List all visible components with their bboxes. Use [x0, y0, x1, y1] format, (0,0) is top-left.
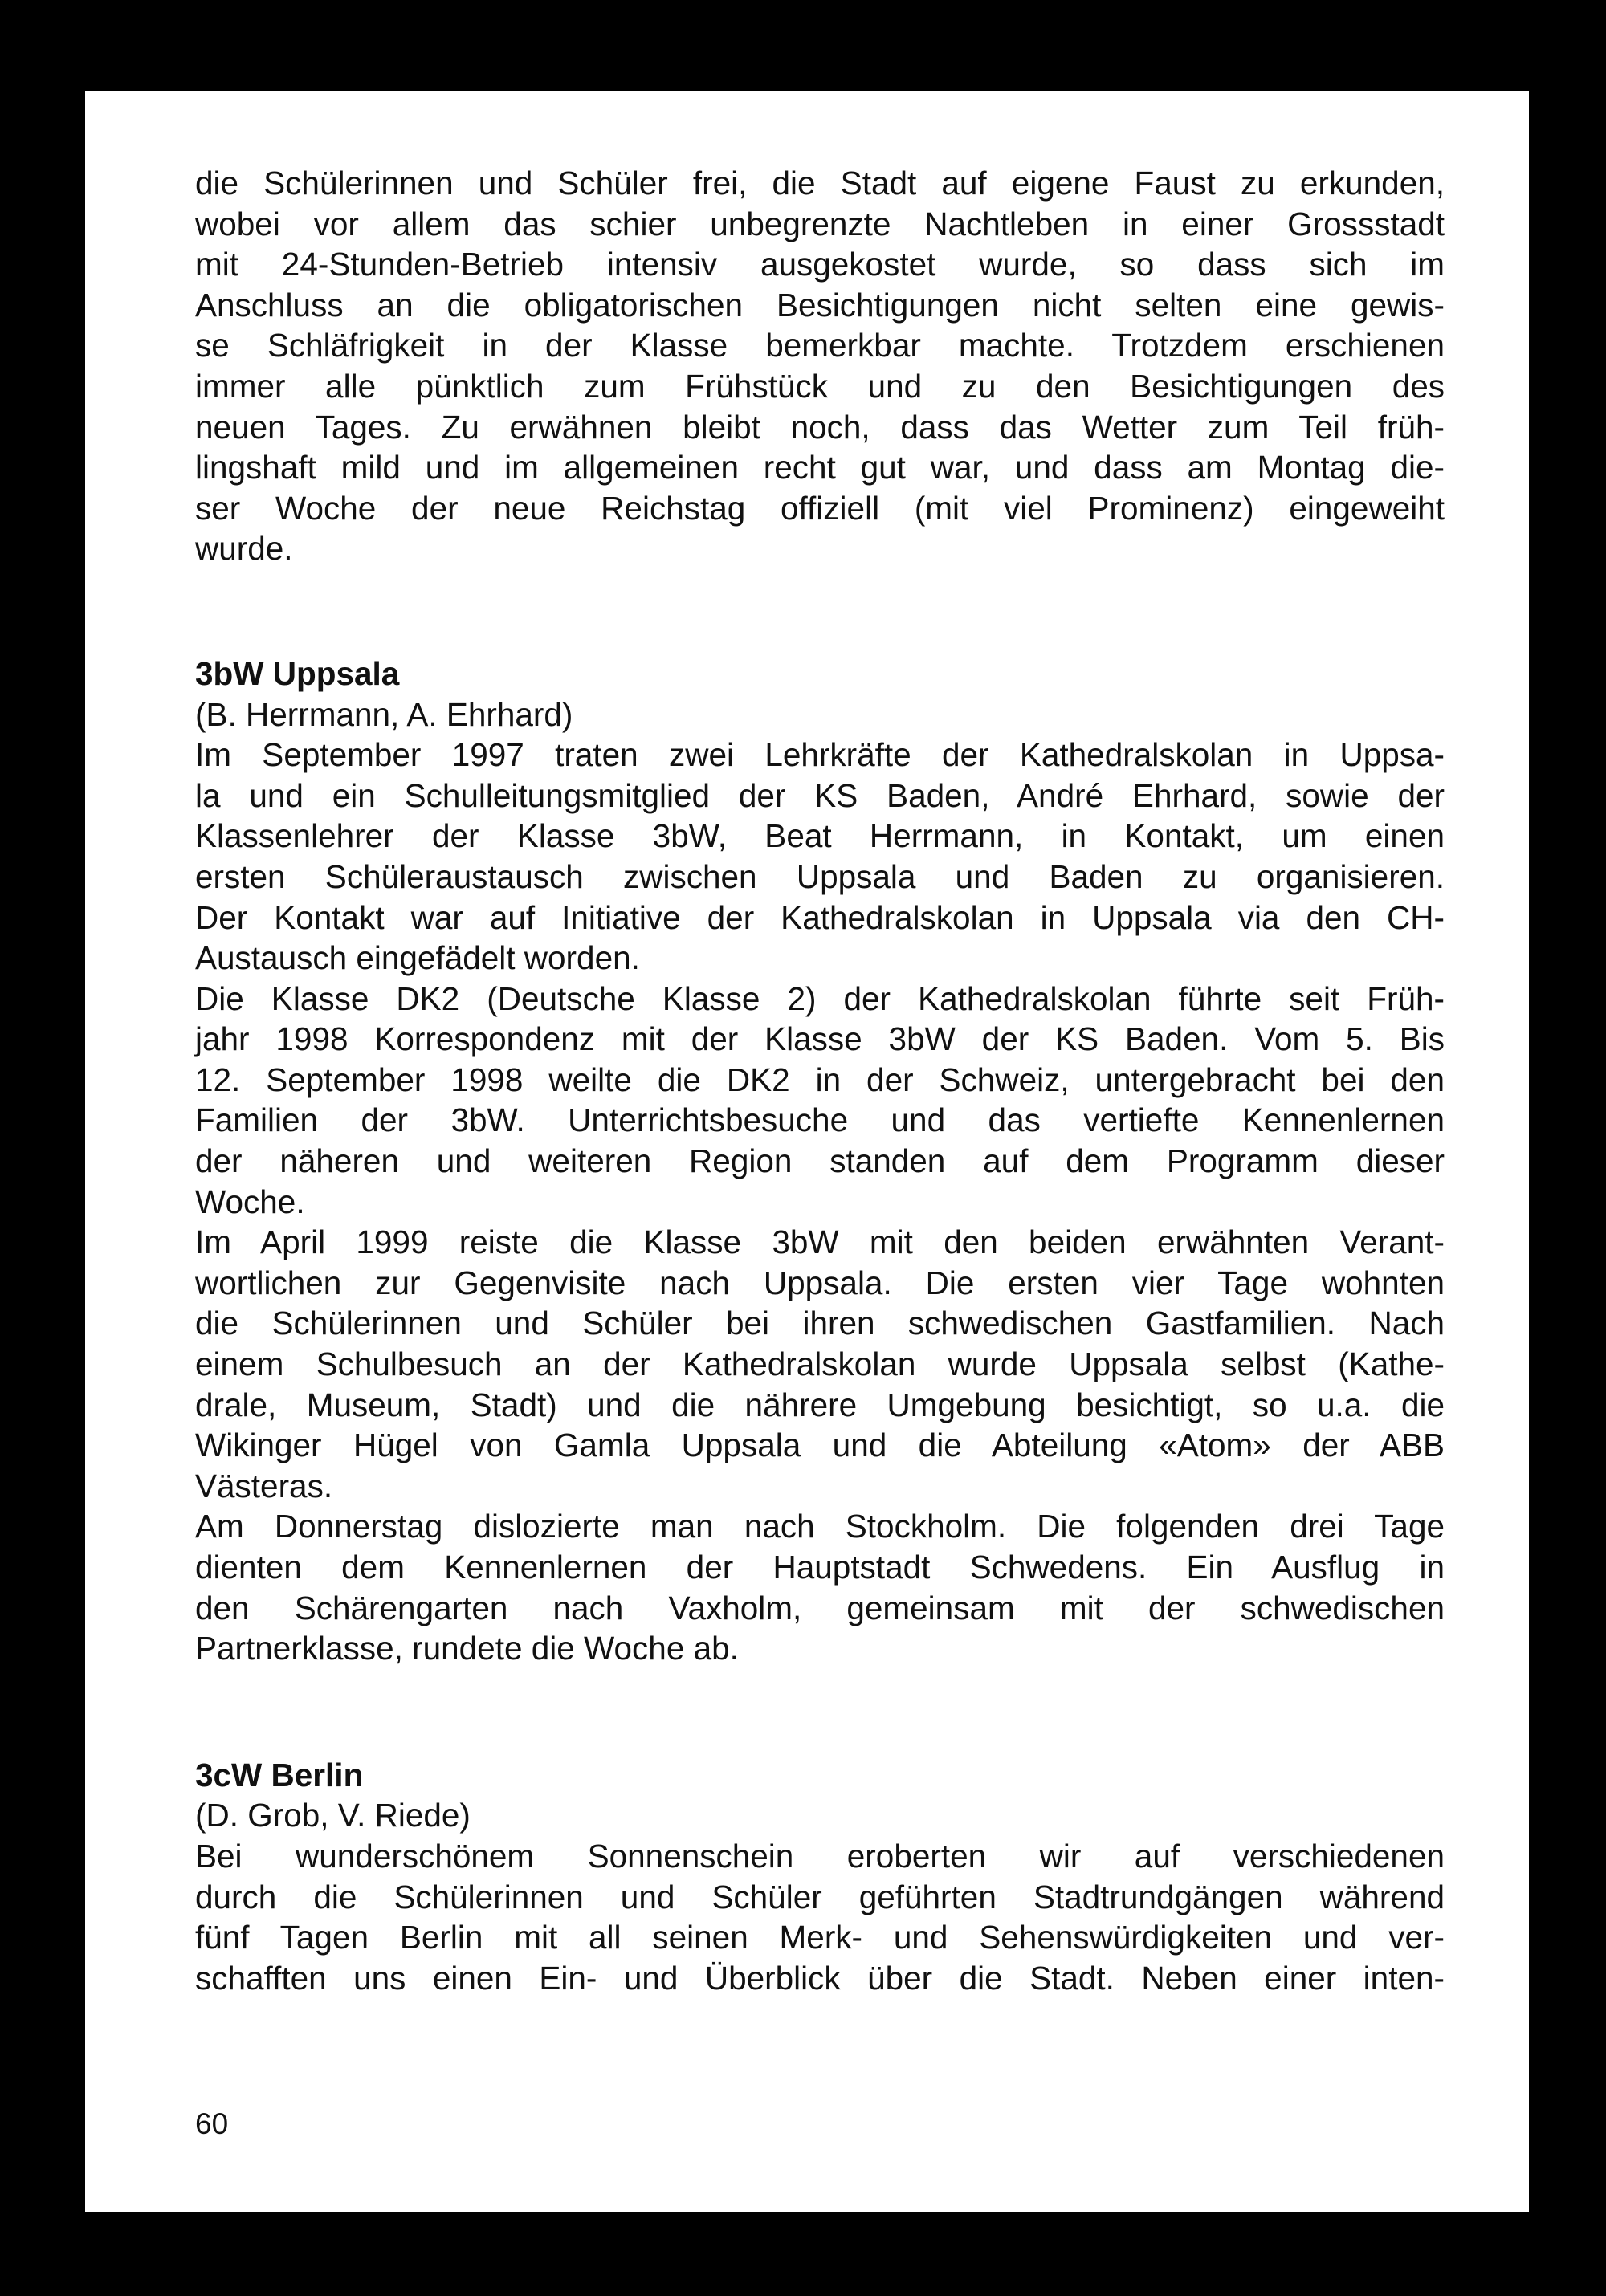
text-line: immer alle pünktlich zum Frühstück und zu den Besichtigungen des: [195, 367, 1445, 405]
text-line: Västeras.: [195, 1467, 333, 1504]
text-line: Austausch eingefädelt worden.: [195, 939, 640, 977]
text-line: mit 24-Stunden-Betrieb intensiv ausgekostet wurde, so dass sich im: [195, 246, 1445, 283]
text-line: se Schläfrigkeit in der Klasse bemerkbar machte. Trotzdem erschienen: [195, 327, 1445, 364]
text-line: die Schülerinnen und Schüler bei ihren schwedischen Gastfamilien. Nach: [195, 1305, 1445, 1342]
text-line: Im September 1997 traten zwei Lehrkräfte der Kathedralskolan in Uppsa-: [195, 736, 1445, 774]
text-line: Klassenlehrer der Klasse 3bW, Beat Herrmann, in Kontakt, um einen: [195, 817, 1445, 855]
text-line: 12. September 1998 weilte die DK2 in der Schweiz, untergebracht bei den: [195, 1060, 1445, 1098]
text-line: der näheren und weiteren Region standen auf dem Programm dieser: [195, 1142, 1445, 1180]
text-line: drale, Museum, Stadt) und die nährere Umgebung besichtigt, so u.a. die: [195, 1386, 1445, 1423]
text-line: Der Kontakt war auf Initiative der Kathedralskolan in Uppsala via den CH-: [195, 898, 1445, 936]
paragraph: [195, 979, 1445, 1223]
paragraph: [195, 735, 1445, 979]
text-line: den Schärengarten nach Vaxholm, gemeinsam mit der schwedischen: [195, 1589, 1445, 1626]
text-line: wortlichen zur Gegenvisite nach Uppsala. Die ersten vier Tage wohnten: [195, 1264, 1445, 1301]
text-line: neuen Tages. Zu erwähnen bleibt noch, dass das Wetter zum Teil früh-: [195, 408, 1445, 446]
text-line: ersten Schüleraustausch zwischen Uppsala und Baden zu organisieren.: [195, 857, 1445, 895]
text-line: dienten dem Kennenlernen der Hauptstadt Schwedens. Ein Ausflug in: [195, 1549, 1445, 1586]
text-line: Wikinger Hügel von Gamla Uppsala und die Abteilung «Atom» der ABB: [195, 1427, 1445, 1464]
section-authors: (B. Herrmann, A. Ehrhard): [195, 695, 573, 733]
section-heading: 3cW Berlin: [195, 1756, 364, 1793]
text-line: Familien der 3bW. Unterrichtsbesuche und das vertiefte Kennenlernen: [195, 1101, 1445, 1139]
text-line: Anschluss an die obligatorischen Besichtigungen nicht selten eine gewis-: [195, 286, 1445, 324]
text-line: Partnerklasse, rundete die Woche ab.: [195, 1630, 739, 1667]
text-line: la und ein Schulleitungsmitglied der KS Baden, André Ehrhard, sowie der: [195, 776, 1445, 814]
text-line: einem Schulbesuch an der Kathedralskolan wurde Uppsala selbst (Kathe-: [195, 1345, 1445, 1383]
paragraph: [195, 1506, 1445, 1668]
intro-paragraph: [195, 163, 1445, 569]
text-line: die Schülerinnen und Schüler frei, die Stadt auf eigene Faust zu erkunden,: [195, 165, 1445, 202]
section-heading: 3bW Uppsala: [195, 654, 400, 692]
section-spacer: [195, 569, 1445, 653]
section-uppsala: [195, 653, 1445, 1669]
text-line: durch die Schülerinnen und Schüler geführten Stadtrundgängen während: [195, 1878, 1445, 1915]
section-berlin: [195, 1755, 1445, 1999]
text-line: wurde.: [195, 530, 293, 568]
text-line: Bei wunderschönem Sonnenschein eroberten wir auf verschiedenen: [195, 1837, 1445, 1875]
text-line: lingshaft mild und im allgemeinen recht gut war, und dass am Montag die-: [195, 449, 1445, 486]
text-line: jahr 1998 Korrespondenz mit der Klasse 3bW der KS Baden. Vom 5. Bis: [195, 1020, 1445, 1058]
text-line: Die Klasse DK2 (Deutsche Klasse 2) der Kathedralskolan führte seit Früh-: [195, 979, 1445, 1017]
text-line: wobei vor allem das schier unbegrenzte Nachtleben in einer Grossstadt: [195, 205, 1445, 242]
paragraph: [195, 1222, 1445, 1506]
text-line: Woche.: [195, 1183, 305, 1220]
paragraph: [195, 1836, 1445, 1998]
section-authors: (D. Grob, V. Riede): [195, 1797, 471, 1834]
text-line: Im April 1999 reiste die Klasse 3bW mit den beiden erwähnten Verant-: [195, 1223, 1445, 1261]
text-line: ser Woche der neue Reichstag offiziell (mit viel Prominenz) eingeweiht: [195, 489, 1445, 527]
text-line: fünf Tagen Berlin mit all seinen Merk- und Sehenswürdigkeiten und ver-: [195, 1919, 1445, 1956]
section-spacer: [195, 1669, 1445, 1755]
page-number: 60: [195, 2107, 229, 2140]
page-content: [195, 163, 1445, 1998]
text-line: schafften uns einen Ein- und Überblick über die Stadt. Neben einer inten-: [195, 1959, 1445, 1997]
text-line: Am Donnerstag dislozierte man nach Stockholm. Die folgenden drei Tage: [195, 1508, 1445, 1545]
